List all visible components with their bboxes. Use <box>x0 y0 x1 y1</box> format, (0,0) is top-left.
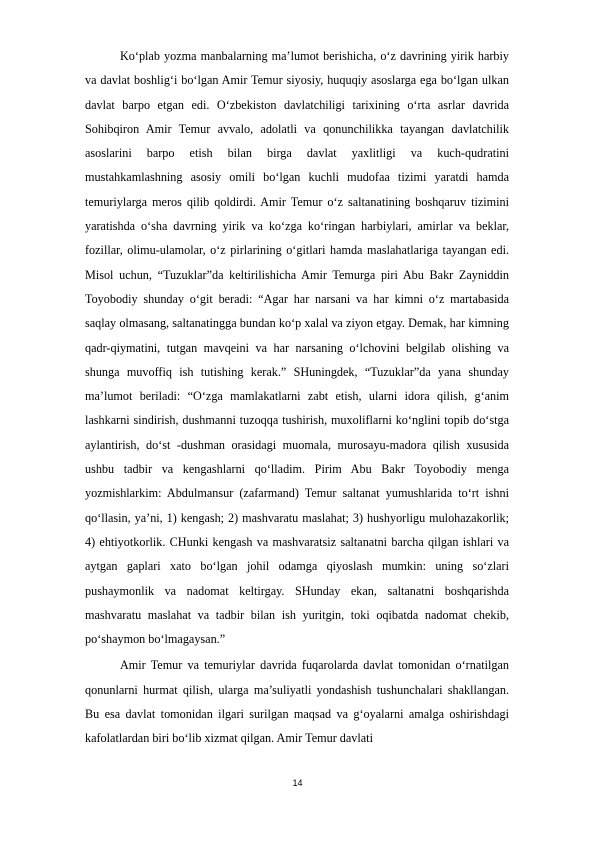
paragraph-2: Amir Temur va temuriylar davrida fuqarolarda davlat tomonidan o‘rnatilgan qonunlarni hurmat qilish, ularga ma’suliyatli yondashish tushunchalari shakllangan. Bu esa davlat tomonidan ilgari surilgan maqsad va g‘oyalarni amalga oshirishdagi kafolatlardan biri bo‘lib xizmat qilgan. Amir Temur davlati <box>85 658 509 746</box>
page-number: 14 <box>292 778 303 788</box>
body-text <box>85 44 509 751</box>
paragraph-1: Ko‘plab yozma manbalarning ma’lumot berishicha, o‘z davrining yirik harbiy va davlat boshlig‘i bo‘lgan Amir Temur siyosiy, huquqiy asoslarga ega bo‘lgan ulkan davlat barpo etgan edi. O‘zbekiston davlatchiligi tarixining o‘rta asrlar davrida Sohibqiron Amir Temur avvalo, adolatli va qonunchilikka tayangan davlatchilik asoslarini barpo etish bilan birga davlat yaxlitligi va kuch-qudratini mustahkamlashning asosiy omili bo‘lgan kuchli mudofaa tizimi yaratdi hamda temuriylarga meros qilib qoldirdi. Amir Temur o‘z saltanatining boshqaruv tizimini yaratishda o‘sha davrning yirik va ko‘zga ko‘ringan harbiylari, amirlar va beklar, fozillar, olimu-ulamolar, o‘z pirlarining o‘gitlari hamda maslahatlariga tayangan edi. Misol uchun, “Tuzuklar”da keltirilishicha Amir Temurga piri Abu Bakr Zayniddin Toyobodiy shunday o‘git beradi: “Agar har narsani va har kimni o‘z martabasida saqlay olmasang, saltanatingga bundan ko‘p xalal va ziyon etgay. Demak, har kimning qadr-qiymatini, tutgan mavqeini va har narsaning o‘lchovini belgilab olishing va shunga muvoffiq ish tutishing kerak.” SHuningdek, “Tuzuklar”da yana shunday ma’lumot beriladi: “O‘zga mamlakatlarni zabt etish, ularni idora qilish, g‘anim lashkarni sindirish, dushmanni tuzoqqa tushirish, muxoliflarni ko‘nglini topib do‘stga aylantirish, do‘st -dushman orasidagi muomala, murosayu-madora qilish xususida ushbu tadbir va kengashlarni qo‘lladim. Pirim Abu Bakr Toyobodiy menga yozmishlarkim: Abdulmansur (zafarmand) Temur saltanat yumushlarida to‘rt ishni qo‘llasin, ya’ni, 1) kengash; 2) mashvaratu maslahat; 3) hushyorligu mulohazakorlik; 4) ehtiyotkorlik. CHunki kengash va mashvaratsiz saltanatni barcha qilgan ishlari va aytgan gaplari xato bo‘lgan johil odamga qiyoslash mumkin: uning so‘zlari pushaymonlik va nadomat keltirgay. SHunday ekan, saltanatni boshqarishda mashvaratu maslahat va tadbir bilan ish yuritgin, toki oqibatda nadomat chekib, po‘shaymon bo‘lmagaysan.” <box>85 49 509 647</box>
